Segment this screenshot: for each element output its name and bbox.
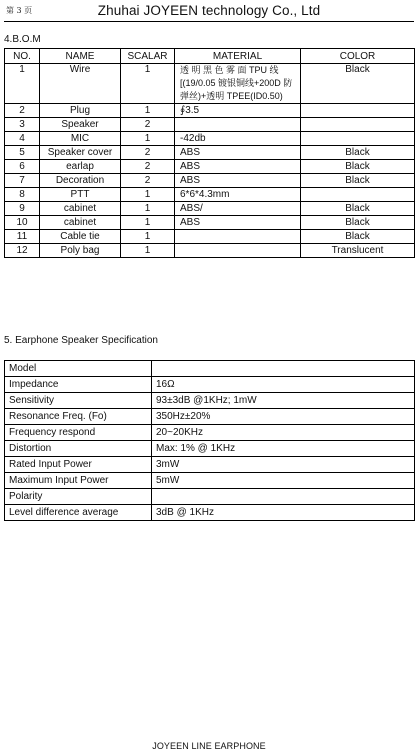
bom-no: 3	[5, 118, 40, 132]
bom-no: 5	[5, 146, 40, 160]
bom-header-material: MATERIAL	[175, 49, 301, 64]
bom-name: Poly bag	[40, 244, 121, 258]
spec-row	[5, 457, 415, 473]
page-number: 第 3 页	[6, 6, 33, 15]
bom-name: Decoration	[40, 174, 121, 188]
bom-scalar: 1	[121, 230, 175, 244]
spec-row	[5, 409, 415, 425]
bom-row	[5, 64, 415, 104]
spec-value	[152, 489, 415, 505]
spec-label: Level difference average	[5, 505, 152, 521]
bom-color: Black	[301, 216, 415, 230]
spec-value: 350Hz±20%	[152, 409, 415, 425]
spec-label: Distortion	[5, 441, 152, 457]
bom-scalar: 1	[121, 64, 175, 104]
bom-section-title: 4.B.O.M	[4, 34, 41, 45]
spec-row	[5, 489, 415, 505]
spec-value	[152, 361, 415, 377]
bom-color	[301, 188, 415, 202]
bom-color: Translucent	[301, 244, 415, 258]
bom-color	[301, 118, 415, 132]
bom-material-line: [(19/0.05 镀银铜线+200D 防	[180, 78, 293, 88]
spec-row	[5, 425, 415, 441]
bom-name: Cable tie	[40, 230, 121, 244]
bom-row	[5, 132, 415, 146]
bom-scalar: 1	[121, 104, 175, 118]
bom-material: ABS/	[175, 202, 301, 216]
bom-no: 9	[5, 202, 40, 216]
spec-label: Polarity	[5, 489, 152, 505]
spec-label: Resonance Freq. (Fo)	[5, 409, 152, 425]
bom-color: Black	[301, 146, 415, 160]
spec-value: 3mW	[152, 457, 415, 473]
spec-label: Maximum Input Power	[5, 473, 152, 489]
spec-row	[5, 505, 415, 521]
bom-scalar: 2	[121, 174, 175, 188]
spec-row	[5, 473, 415, 489]
bom-name: Plug	[40, 104, 121, 118]
bom-name: Wire	[40, 64, 121, 104]
spec-row	[5, 441, 415, 457]
spec-label: Frequency respond	[5, 425, 152, 441]
bom-material	[175, 230, 301, 244]
bom-color: Black	[301, 174, 415, 188]
bom-no: 6	[5, 160, 40, 174]
bom-color: Black	[301, 230, 415, 244]
bom-row	[5, 244, 415, 258]
bom-row	[5, 216, 415, 230]
bom-name: MIC	[40, 132, 121, 146]
bom-row	[5, 146, 415, 160]
bom-no: 8	[5, 188, 40, 202]
spec-row	[5, 377, 415, 393]
spec-value: 20~20KHz	[152, 425, 415, 441]
spec-section-title: 5. Earphone Speaker Specification	[4, 335, 158, 346]
bom-header-color: COLOR	[301, 49, 415, 64]
spec-label: Model	[5, 361, 152, 377]
bom-color: Black	[301, 160, 415, 174]
bom-material: ABS	[175, 174, 301, 188]
bom-no: 11	[5, 230, 40, 244]
bom-material-line: 透 明 黑 色 雾 面 TPU 线	[180, 65, 279, 75]
bom-scalar: 2	[121, 146, 175, 160]
spec-row	[5, 393, 415, 409]
bom-header-scalar: SCALAR	[121, 49, 175, 64]
bom-material	[175, 244, 301, 258]
bom-name: Speaker	[40, 118, 121, 132]
bom-name: cabinet	[40, 216, 121, 230]
bom-material: 6*6*4.3mm	[175, 188, 301, 202]
bom-material: ABS	[175, 160, 301, 174]
bom-row	[5, 174, 415, 188]
bom-row	[5, 202, 415, 216]
bom-header-row	[5, 49, 415, 64]
bom-scalar: 2	[121, 160, 175, 174]
bom-header-name: NAME	[40, 49, 121, 64]
header-divider	[4, 21, 414, 22]
bom-table	[4, 48, 415, 258]
footer-text: JOYEEN LINE EARPHONE	[152, 741, 266, 751]
spec-value: Max: 1% @ 1KHz	[152, 441, 415, 457]
bom-row	[5, 230, 415, 244]
bom-color	[301, 132, 415, 146]
bom-row	[5, 188, 415, 202]
bom-scalar: 2	[121, 118, 175, 132]
bom-name: PTT	[40, 188, 121, 202]
bom-scalar: 1	[121, 244, 175, 258]
bom-no: 10	[5, 216, 40, 230]
bom-no: 1	[5, 64, 40, 104]
bom-material: ∮3.5	[175, 104, 301, 118]
bom-color: Black	[301, 64, 415, 104]
bom-no: 2	[5, 104, 40, 118]
bom-material: -42db	[175, 132, 301, 146]
bom-color	[301, 104, 415, 118]
bom-scalar: 1	[121, 132, 175, 146]
bom-row	[5, 104, 415, 118]
bom-material: ABS	[175, 216, 301, 230]
bom-row	[5, 160, 415, 174]
bom-no: 12	[5, 244, 40, 258]
bom-row	[5, 118, 415, 132]
bom-name: cabinet	[40, 202, 121, 216]
bom-no: 4	[5, 132, 40, 146]
spec-value: 16Ω	[152, 377, 415, 393]
company-title: Zhuhai JOYEEN technology Co., Ltd	[97, 3, 321, 18]
bom-header-no: NO.	[5, 49, 40, 64]
bom-scalar: 1	[121, 202, 175, 216]
spec-value: 3dB @ 1KHz	[152, 505, 415, 521]
bom-material: ABS	[175, 146, 301, 160]
bom-color: Black	[301, 202, 415, 216]
spec-label: Rated Input Power	[5, 457, 152, 473]
spec-label: Sensitivity	[5, 393, 152, 409]
spec-row	[5, 361, 415, 377]
bom-material	[175, 118, 301, 132]
spec-value: 93±3dB @1KHz; 1mW	[152, 393, 415, 409]
bom-name: earlap	[40, 160, 121, 174]
spec-label: Impedance	[5, 377, 152, 393]
bom-scalar: 1	[121, 216, 175, 230]
bom-material-line: 弹丝)+透明 TPEE(ID0.50)	[180, 91, 283, 101]
spec-value: 5mW	[152, 473, 415, 489]
bom-scalar: 1	[121, 188, 175, 202]
bom-no: 7	[5, 174, 40, 188]
spec-table	[4, 360, 415, 521]
bom-material	[175, 64, 301, 104]
bom-name: Speaker cover	[40, 146, 121, 160]
